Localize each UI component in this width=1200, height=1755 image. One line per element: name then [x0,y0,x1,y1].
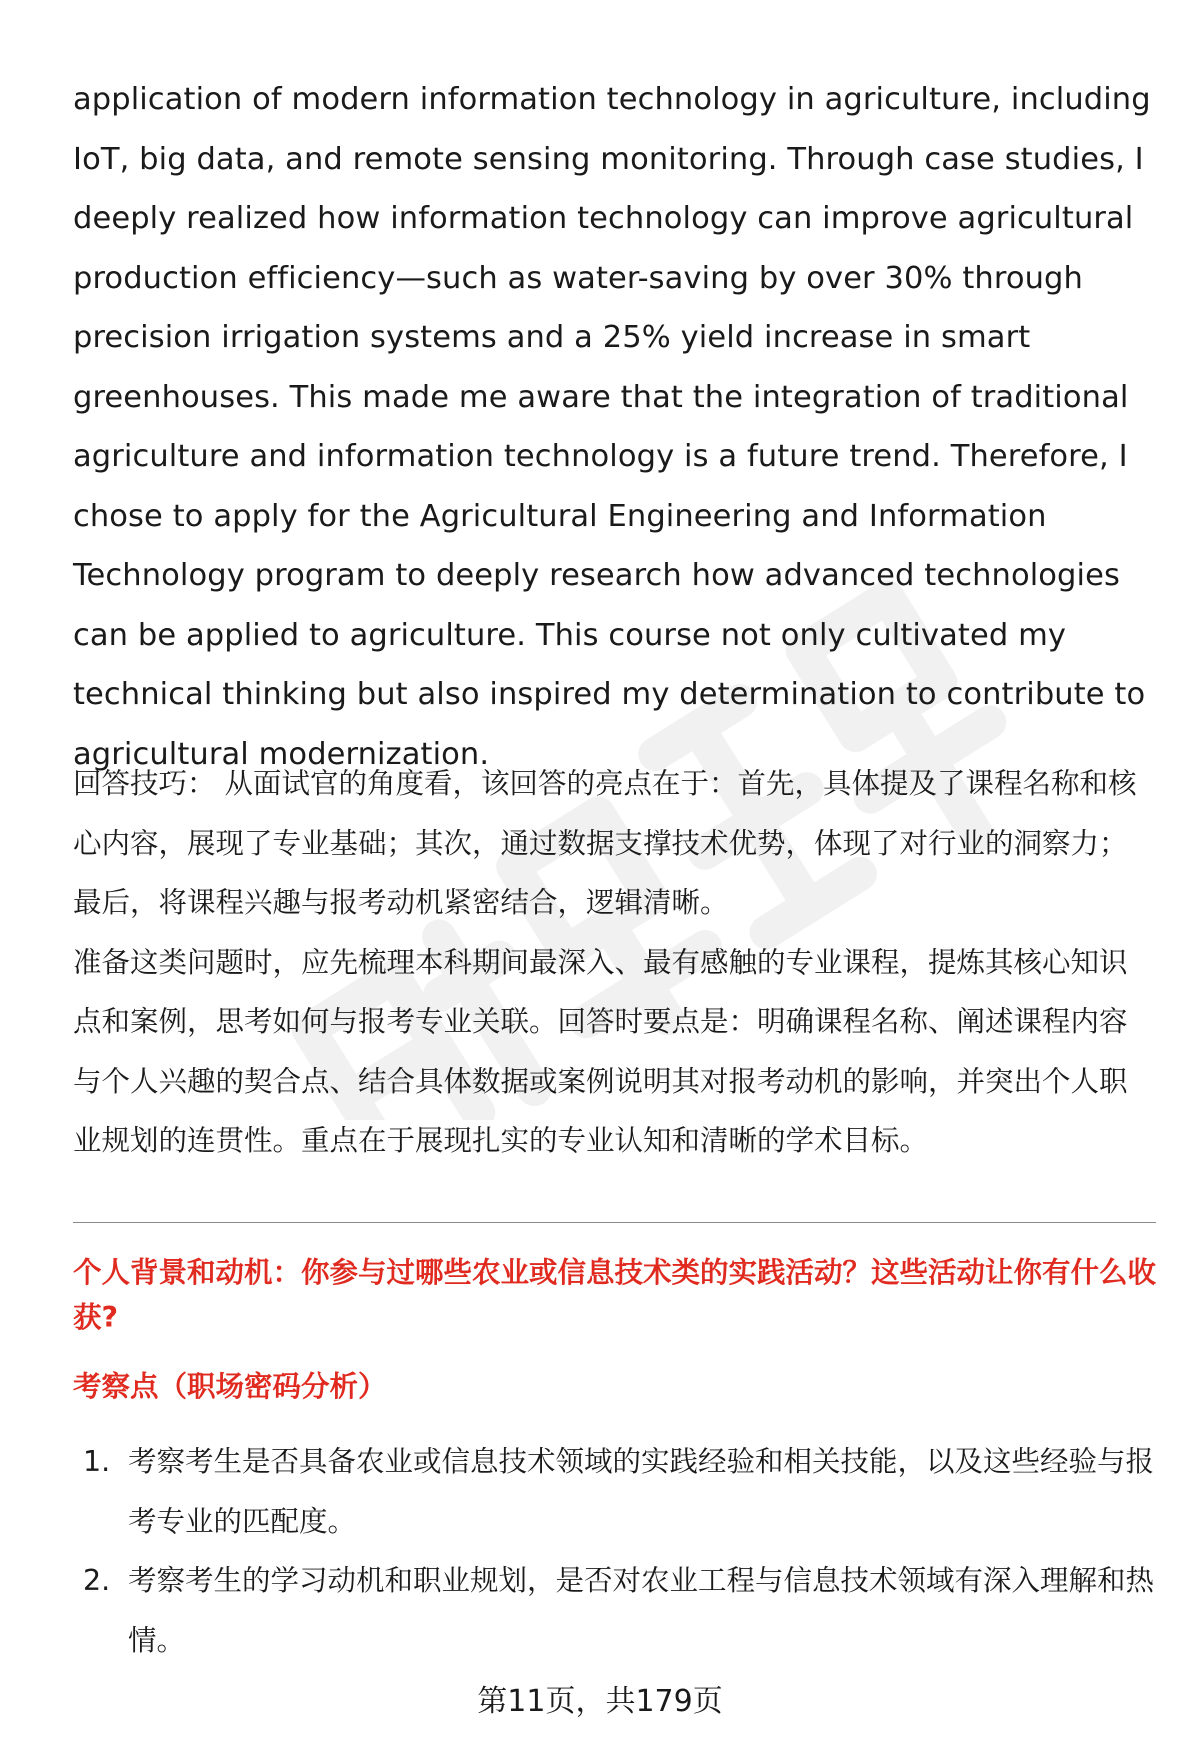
list-item-number: 2. [83,1564,111,1597]
assessment-points-list [73,1432,1156,1670]
question-heading: 个人背景和动机：你参与过哪些农业或信息技术类的实践活动？这些活动让你有什么收获? [73,1256,1157,1334]
list-item [73,1432,1156,1551]
list-item-number: 1. [83,1445,111,1478]
list-item [73,1551,1156,1670]
body-paragraph: application of modern information technology in agriculture, including IoT, big data, and remote sensing monitoring. Through case studies, I deeply realized how information technology can improve agricultural production efficiency—such as water-saving by over 30% through precision irrigation systems and a 25% yield increase in smart greenhouses. This made me aware that the integration of traditional agriculture and information technology is a future trend. Therefore, I chose to apply for the Agricultural Engineering and Information Technology program to deeply research how advanced technologies can be applied to agriculture. This course not only cultivated my technical thinking but also inspired my determination to contribute to agricultural modernization. [73,82,1151,772]
tips-paragraph-1: 回答技巧： 从面试官的角度看，该回答的亮点在于：首先，具体提及了课程名称和核心内容，展现了专业基础；其次，通过数据支撑技术优势，体现了对行业的洞察力；最后，将课程兴趣与报考动机紧密结合，逻辑清晰。 [73,767,1137,919]
list-item-text: 考察考生的学习动机和职业规划，是否对农业工程与信息技术领域有深入理解和热情。 [128,1564,1155,1657]
page-number-footer: 第11页，共179页 [477,1684,723,1719]
section-divider [73,1222,1156,1223]
list-item-text: 考察考生是否具备农业或信息技术领域的实践经验和相关技能，以及这些经验与报考专业的匹配度。 [128,1445,1155,1538]
answer-tips [73,754,1153,1171]
assessment-subheading: 考察点（职场密码分析） [73,1370,387,1403]
tips-paragraph-2: 准备这类问题时，应先梳理本科期间最深入、最有感触的专业课程，提炼其核心知识点和案例，思考如何与报考专业关联。回答时要点是：明确课程名称、阐述课程内容与个人兴趣的契合点、结合具体数据或案例说明其对报考动机的影响，并突出个人职业规划的连贯性。重点在于展现扎实的专业认知和清晰的学术目标。 [73,945,1128,1157]
